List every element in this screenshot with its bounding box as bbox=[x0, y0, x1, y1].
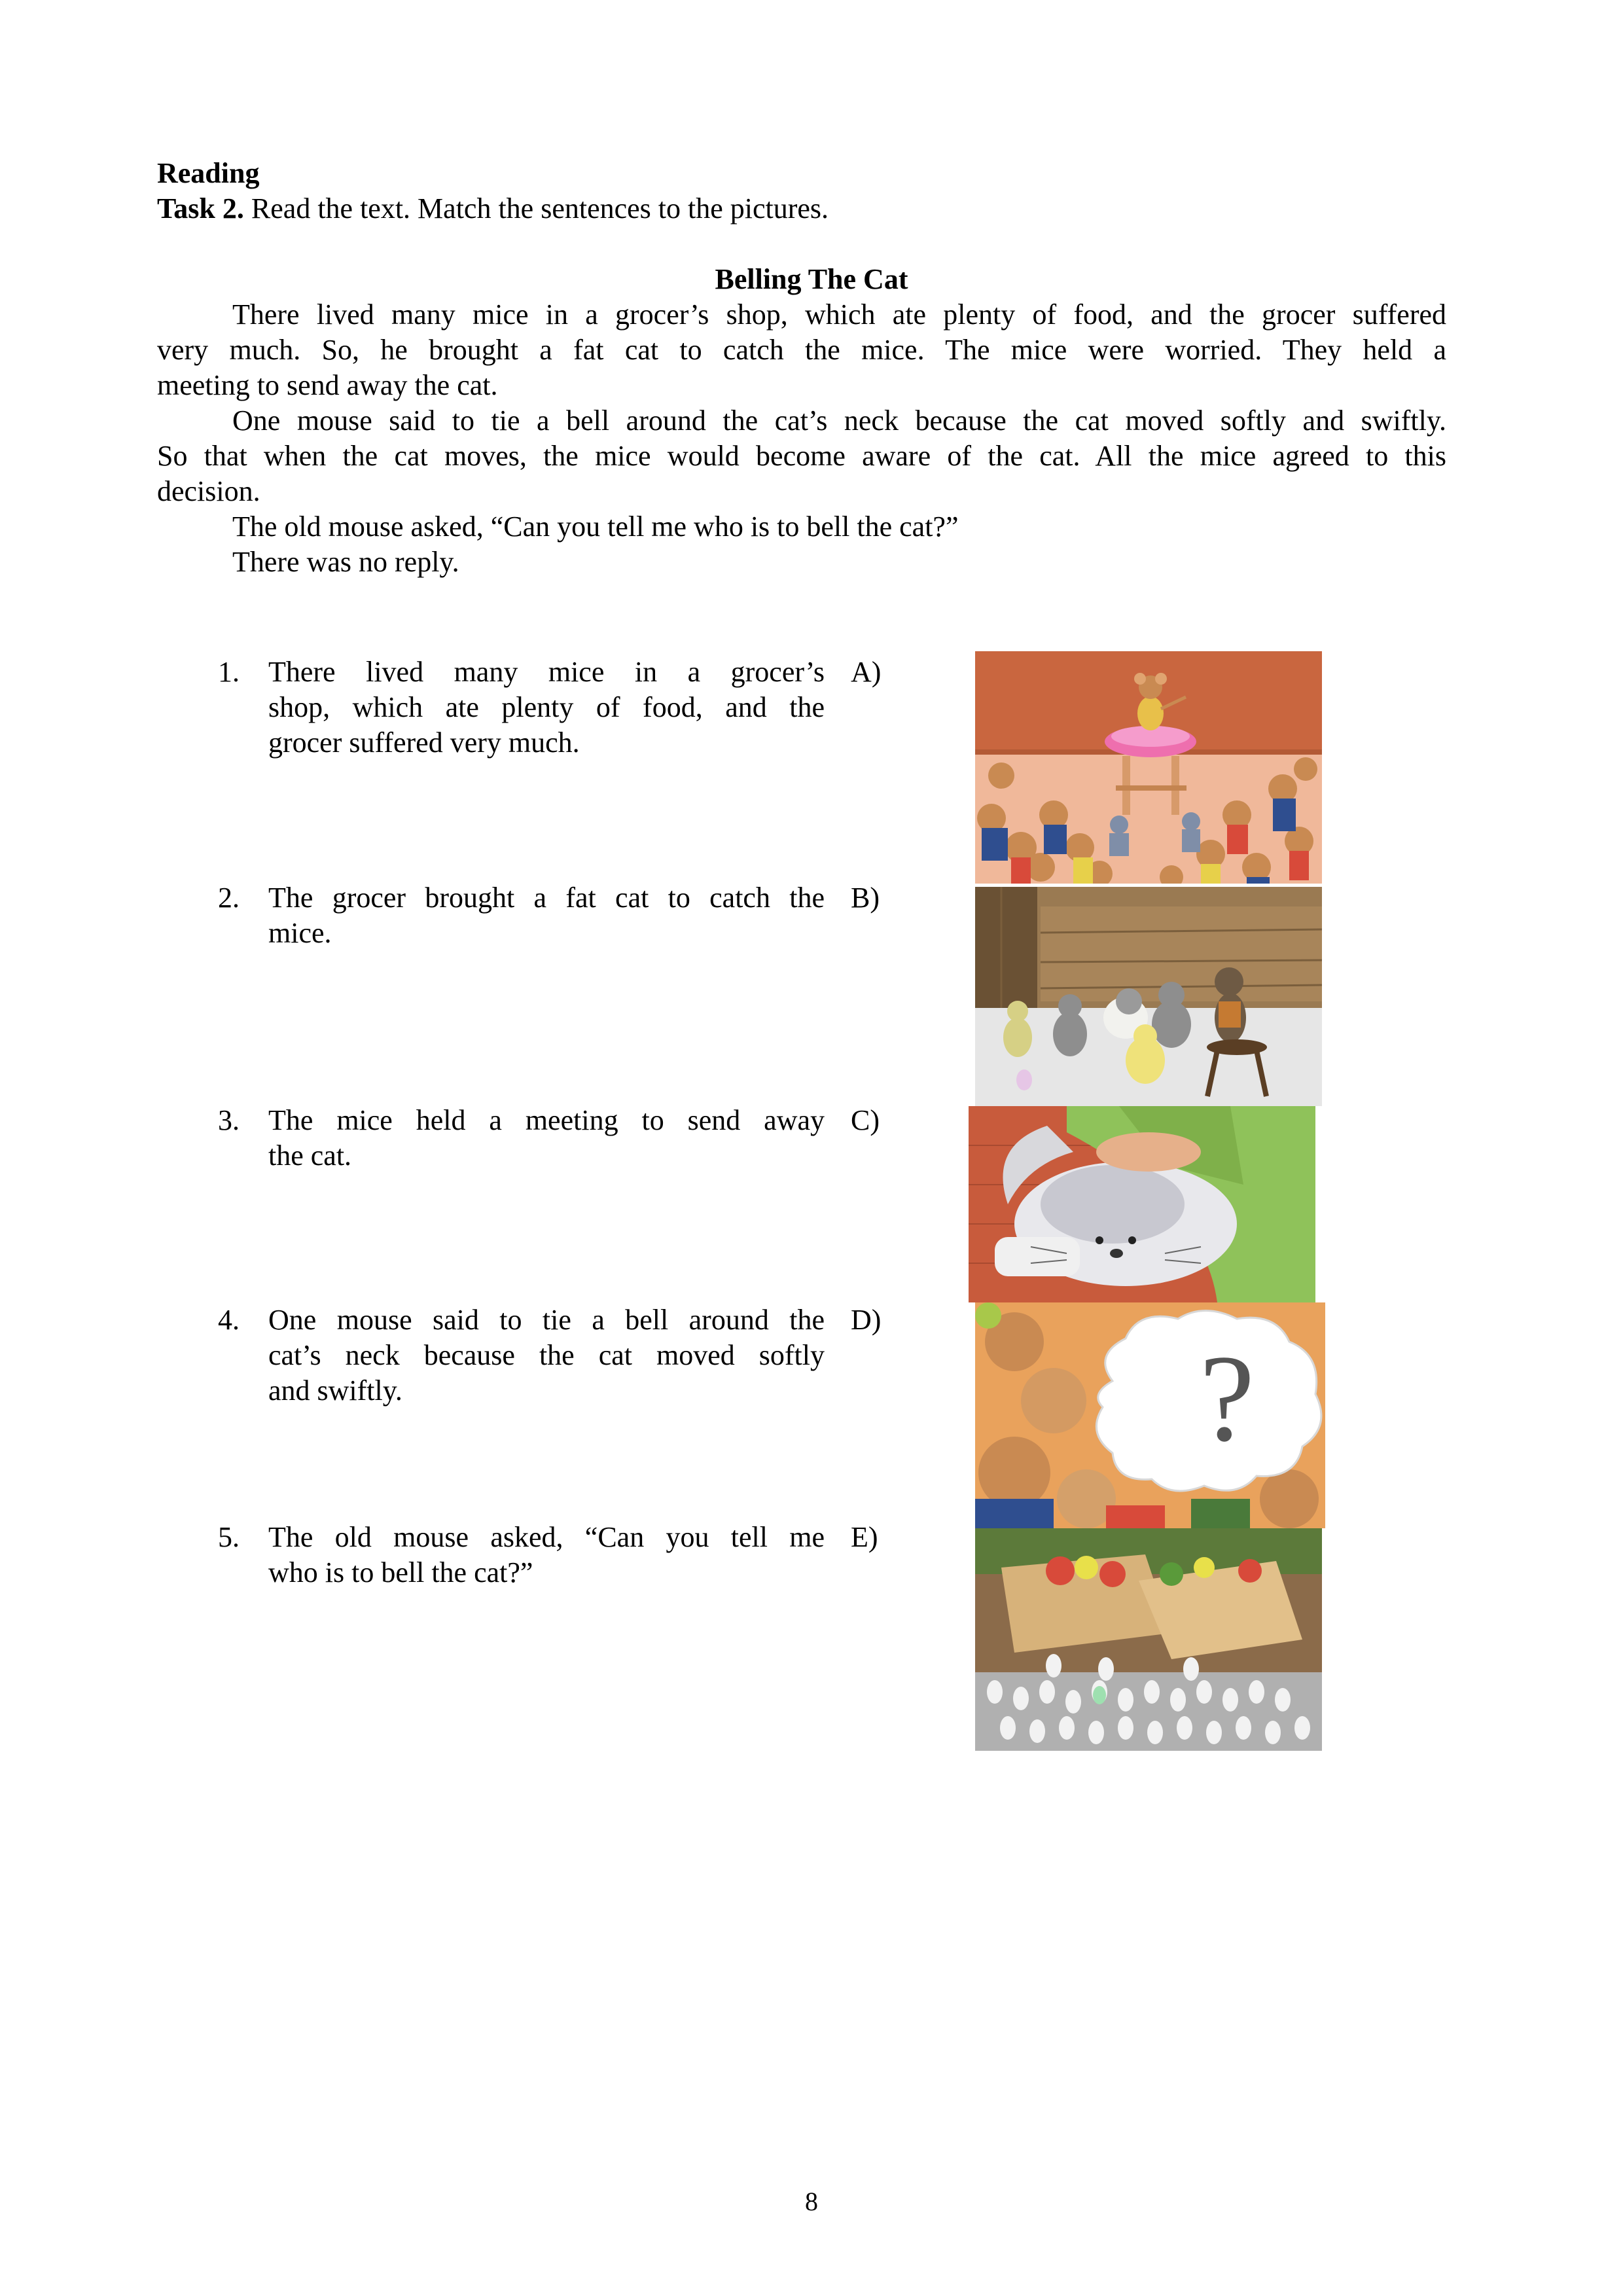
task-instruction: Task 2. Read the text. Match the sentences to the pictures. bbox=[157, 192, 829, 224]
story-line: So that when the cat moves, the mice would become aware of the cat. All the mice agreed to this bbox=[157, 440, 1446, 472]
story-line: decision. bbox=[157, 475, 260, 507]
option-letter: B) bbox=[851, 882, 880, 914]
option-letter: C) bbox=[851, 1104, 880, 1136]
story-line: There lived many mice in a grocer’s shop, which ate plenty of food, and the grocer suffered bbox=[232, 298, 1446, 331]
picture-c-petting-cat bbox=[969, 1106, 1315, 1302]
story-line: The old mouse asked, “Can you tell me who is to bell the cat?” bbox=[232, 511, 959, 543]
story-line: very much. So, he brought a fat cat to catch the mice. The mice were worried. They held a bbox=[157, 334, 1446, 366]
item-number: 5. bbox=[218, 1521, 240, 1553]
picture-e-mice-in-shop bbox=[975, 1528, 1322, 1751]
item-number: 1. bbox=[218, 656, 240, 688]
option-letter: A) bbox=[851, 656, 882, 688]
item-sentence: The grocer brought a fat cat to catch the mice. bbox=[268, 882, 825, 949]
section-title: Reading bbox=[157, 157, 260, 189]
picture-a-mouse-meeting bbox=[975, 651, 1322, 884]
item-sentence: The mice held a meeting to send away the cat. bbox=[268, 1104, 825, 1172]
item-number: 3. bbox=[218, 1104, 240, 1136]
item-sentence: There lived many mice in a grocer’s shop, which ate plenty of food, and the grocer suffered very much. bbox=[268, 656, 825, 759]
story-line: There was no reply. bbox=[232, 546, 459, 578]
option-letter: D) bbox=[851, 1304, 882, 1336]
item-sentence: The old mouse asked, “Can you tell me who is to bell the cat?” bbox=[268, 1521, 825, 1588]
picture-b-mice-by-wall bbox=[975, 887, 1322, 1106]
option-letter: E) bbox=[851, 1521, 878, 1553]
item-number: 4. bbox=[218, 1304, 240, 1336]
question-mark-glyph: ? bbox=[1199, 1330, 1255, 1467]
item-sentence: One mouse said to tie a bell around the cat’s neck because the cat moved softly and swiftly. bbox=[268, 1304, 825, 1407]
page-number: 8 bbox=[805, 2187, 818, 2216]
picture-d-question-bubble bbox=[975, 1302, 1325, 1528]
item-number: 2. bbox=[218, 882, 240, 914]
story-line: meeting to send away the cat. bbox=[157, 369, 498, 401]
story-line: One mouse said to tie a bell around the cat’s neck because the cat moved softly and swiftly. bbox=[232, 404, 1446, 437]
story-title: Belling The Cat bbox=[715, 263, 908, 295]
